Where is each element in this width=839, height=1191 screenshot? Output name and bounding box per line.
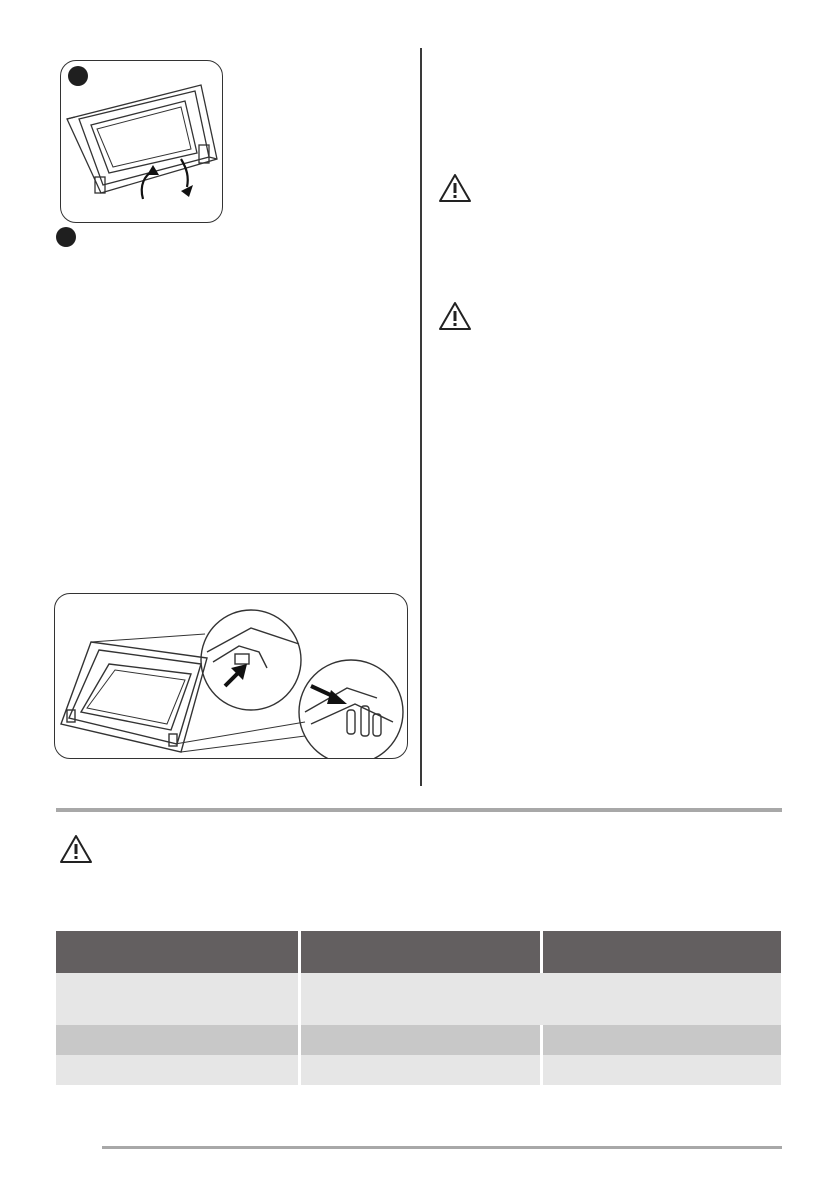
step-marker-next xyxy=(56,227,76,247)
table-row xyxy=(56,1055,781,1085)
oven-door-panel-clip-illustration xyxy=(55,594,407,758)
table-cell xyxy=(298,1055,540,1085)
warning-triangle-icon xyxy=(437,300,473,332)
table-header-cell xyxy=(298,931,540,973)
table-header-cell xyxy=(56,931,298,973)
table-cell xyxy=(298,1025,540,1055)
table-cell xyxy=(56,1025,298,1055)
table-cell xyxy=(56,1055,298,1085)
table-row xyxy=(56,973,781,1025)
footer-rule xyxy=(102,1146,782,1149)
table-cell xyxy=(540,1025,781,1055)
data-table xyxy=(56,931,781,1085)
table-cell xyxy=(540,1055,781,1085)
table-cell xyxy=(56,973,298,1025)
warning-triangle-icon xyxy=(437,172,473,204)
table-header-cell xyxy=(540,931,781,973)
door-panel-clip-figure xyxy=(54,593,408,759)
warning-triangle-icon xyxy=(58,833,94,865)
column-divider xyxy=(420,48,422,786)
table-cell xyxy=(298,973,781,1025)
oven-door-removal-illustration xyxy=(61,61,221,221)
door-removal-figure xyxy=(60,60,223,223)
section-rule xyxy=(56,808,782,812)
table-header-row xyxy=(56,931,781,973)
step-marker xyxy=(68,66,88,86)
table-row xyxy=(56,1025,781,1055)
